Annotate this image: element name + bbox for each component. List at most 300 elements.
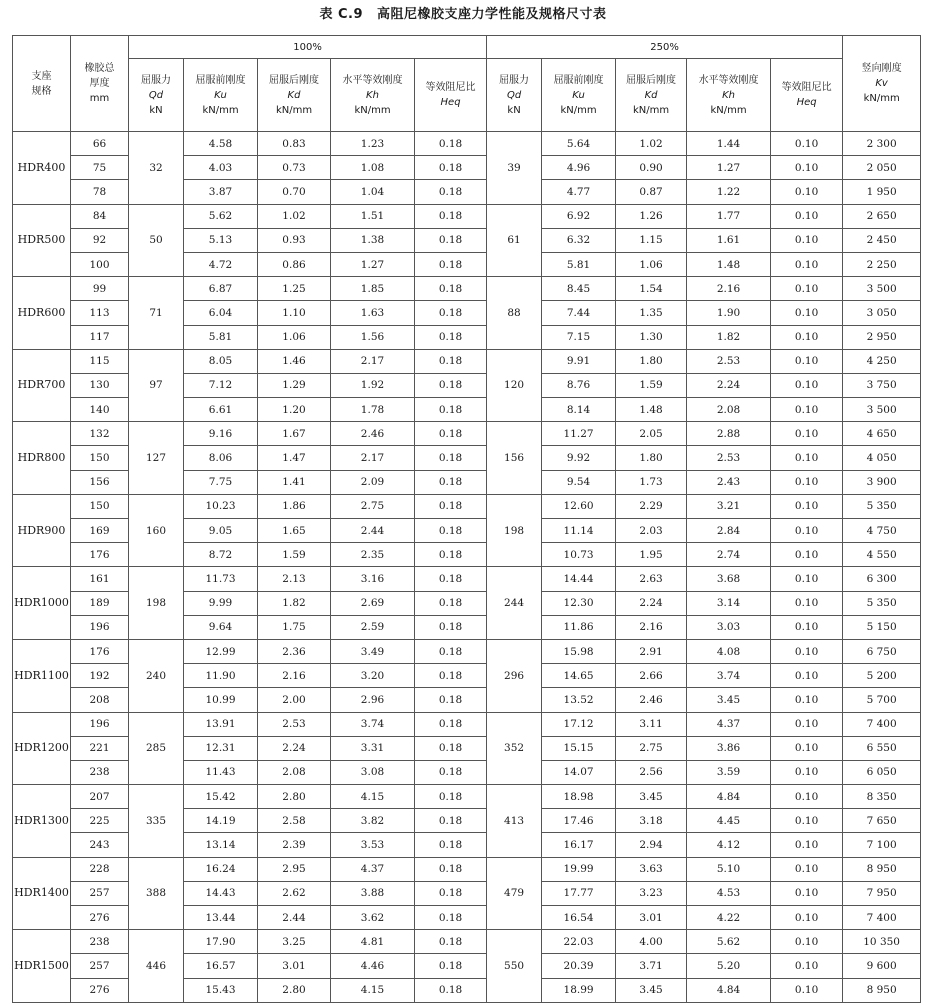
header-post-yield-250: 屈服后刚度 Kd kN/mm bbox=[616, 59, 687, 132]
cell-heq-100: 0.18 bbox=[415, 398, 487, 422]
cell-kh-250: 5.62 bbox=[687, 930, 771, 954]
cell-thickness: 228 bbox=[71, 857, 129, 881]
cell-thickness: 117 bbox=[71, 325, 129, 349]
cell-thickness: 207 bbox=[71, 785, 129, 809]
cell-kh-250: 1.22 bbox=[687, 180, 771, 204]
cell-yield-force-250: 198 bbox=[487, 494, 542, 567]
cell-kd-100: 2.62 bbox=[258, 881, 331, 905]
cell-yield-force-100: 71 bbox=[129, 277, 184, 350]
cell-thickness: 100 bbox=[71, 252, 129, 276]
cell-ku-250: 9.54 bbox=[542, 470, 616, 494]
cell-kv: 8 950 bbox=[843, 978, 921, 1002]
cell-ku-100: 4.58 bbox=[184, 132, 258, 156]
cell-kh-100: 3.53 bbox=[331, 833, 415, 857]
cell-thickness: 243 bbox=[71, 833, 129, 857]
cell-kd-250: 0.87 bbox=[616, 180, 687, 204]
cell-kh-250: 2.43 bbox=[687, 470, 771, 494]
cell-kd-250: 1.30 bbox=[616, 325, 687, 349]
cell-kv: 5 700 bbox=[843, 688, 921, 712]
cell-thickness: 113 bbox=[71, 301, 129, 325]
cell-ku-250: 12.30 bbox=[542, 591, 616, 615]
cell-yield-force-250: 120 bbox=[487, 349, 542, 422]
cell-ku-100: 12.31 bbox=[184, 736, 258, 760]
cell-ku-250: 7.15 bbox=[542, 325, 616, 349]
cell-ku-100: 15.43 bbox=[184, 978, 258, 1002]
cell-heq-100: 0.18 bbox=[415, 833, 487, 857]
cell-ku-250: 14.44 bbox=[542, 567, 616, 591]
cell-heq-100: 0.18 bbox=[415, 736, 487, 760]
cell-kh-100: 1.85 bbox=[331, 277, 415, 301]
cell-kd-250: 1.15 bbox=[616, 228, 687, 252]
cell-kd-100: 1.59 bbox=[258, 543, 331, 567]
cell-ku-250: 18.99 bbox=[542, 978, 616, 1002]
cell-kh-250: 4.84 bbox=[687, 785, 771, 809]
cell-heq-100: 0.18 bbox=[415, 978, 487, 1002]
cell-kh-250: 4.45 bbox=[687, 809, 771, 833]
table-body bbox=[13, 132, 921, 1003]
cell-kv: 7 400 bbox=[843, 712, 921, 736]
cell-kh-250: 1.61 bbox=[687, 228, 771, 252]
cell-ku-100: 4.72 bbox=[184, 252, 258, 276]
header-pre-yield-100: 屈服前刚度 Ku kN/mm bbox=[184, 59, 258, 132]
cell-ku-250: 5.81 bbox=[542, 252, 616, 276]
cell-kd-100: 1.86 bbox=[258, 494, 331, 518]
cell-kh-100: 3.16 bbox=[331, 567, 415, 591]
cell-kv: 3 900 bbox=[843, 470, 921, 494]
cell-heq-100: 0.18 bbox=[415, 543, 487, 567]
cell-kd-100: 2.16 bbox=[258, 664, 331, 688]
header-thickness: 橡胶总 厚度 mm bbox=[71, 36, 129, 132]
cell-kd-250: 1.48 bbox=[616, 398, 687, 422]
cell-heq-100: 0.18 bbox=[415, 373, 487, 397]
cell-heq-250: 0.10 bbox=[771, 664, 843, 688]
cell-kh-100: 4.15 bbox=[331, 978, 415, 1002]
cell-kv: 2 950 bbox=[843, 325, 921, 349]
cell-kv: 8 350 bbox=[843, 785, 921, 809]
cell-heq-100: 0.18 bbox=[415, 470, 487, 494]
cell-heq-100: 0.18 bbox=[415, 349, 487, 373]
cell-kd-250: 1.06 bbox=[616, 252, 687, 276]
cell-yield-force-250: 296 bbox=[487, 639, 542, 712]
cell-ku-250: 4.96 bbox=[542, 156, 616, 180]
cell-kh-100: 4.46 bbox=[331, 954, 415, 978]
cell-kd-100: 1.02 bbox=[258, 204, 331, 228]
cell-thickness: 176 bbox=[71, 543, 129, 567]
cell-heq-250: 0.10 bbox=[771, 422, 843, 446]
cell-spec: HDR1400 bbox=[13, 857, 71, 930]
cell-heq-250: 0.10 bbox=[771, 156, 843, 180]
cell-yield-force-100: 240 bbox=[129, 639, 184, 712]
header-row-columns bbox=[13, 59, 921, 132]
cell-kd-100: 3.01 bbox=[258, 954, 331, 978]
cell-yield-force-100: 198 bbox=[129, 567, 184, 640]
header-group-100: 100% bbox=[129, 36, 487, 59]
cell-heq-100: 0.18 bbox=[415, 156, 487, 180]
cell-kh-250: 3.74 bbox=[687, 664, 771, 688]
cell-yield-force-250: 39 bbox=[487, 132, 542, 205]
table-row bbox=[13, 712, 921, 736]
cell-heq-250: 0.10 bbox=[771, 881, 843, 905]
cell-kv: 4 250 bbox=[843, 349, 921, 373]
cell-kh-100: 1.92 bbox=[331, 373, 415, 397]
cell-kh-250: 2.08 bbox=[687, 398, 771, 422]
cell-yield-force-250: 413 bbox=[487, 785, 542, 858]
cell-kd-250: 1.80 bbox=[616, 446, 687, 470]
cell-kd-250: 3.11 bbox=[616, 712, 687, 736]
cell-ku-250: 5.64 bbox=[542, 132, 616, 156]
cell-yield-force-250: 61 bbox=[487, 204, 542, 277]
cell-kv: 2 300 bbox=[843, 132, 921, 156]
cell-kd-100: 2.58 bbox=[258, 809, 331, 833]
cell-yield-force-250: 352 bbox=[487, 712, 542, 785]
cell-heq-100: 0.18 bbox=[415, 591, 487, 615]
cell-heq-250: 0.10 bbox=[771, 833, 843, 857]
cell-kd-100: 1.29 bbox=[258, 373, 331, 397]
table-row bbox=[13, 785, 921, 809]
cell-thickness: 196 bbox=[71, 615, 129, 639]
cell-thickness: 208 bbox=[71, 688, 129, 712]
cell-kv: 2 250 bbox=[843, 252, 921, 276]
cell-kh-100: 2.44 bbox=[331, 519, 415, 543]
cell-ku-100: 13.91 bbox=[184, 712, 258, 736]
cell-kd-250: 2.66 bbox=[616, 664, 687, 688]
cell-kh-250: 3.86 bbox=[687, 736, 771, 760]
cell-heq-100: 0.18 bbox=[415, 325, 487, 349]
cell-kd-250: 4.00 bbox=[616, 930, 687, 954]
cell-spec: HDR1000 bbox=[13, 567, 71, 640]
cell-ku-250: 17.12 bbox=[542, 712, 616, 736]
cell-spec: HDR500 bbox=[13, 204, 71, 277]
cell-ku-250: 6.32 bbox=[542, 228, 616, 252]
cell-kd-100: 0.86 bbox=[258, 252, 331, 276]
cell-kh-100: 3.49 bbox=[331, 639, 415, 663]
cell-kd-100: 2.39 bbox=[258, 833, 331, 857]
cell-kh-250: 1.90 bbox=[687, 301, 771, 325]
cell-ku-100: 3.87 bbox=[184, 180, 258, 204]
cell-kd-100: 2.24 bbox=[258, 736, 331, 760]
cell-kh-100: 1.23 bbox=[331, 132, 415, 156]
cell-heq-250: 0.10 bbox=[771, 519, 843, 543]
cell-kd-250: 3.23 bbox=[616, 881, 687, 905]
cell-heq-250: 0.10 bbox=[771, 301, 843, 325]
cell-thickness: 196 bbox=[71, 712, 129, 736]
cell-kh-250: 2.74 bbox=[687, 543, 771, 567]
cell-kh-100: 1.51 bbox=[331, 204, 415, 228]
cell-heq-100: 0.18 bbox=[415, 494, 487, 518]
cell-kd-100: 1.46 bbox=[258, 349, 331, 373]
table-row bbox=[13, 567, 921, 591]
cell-kd-250: 2.46 bbox=[616, 688, 687, 712]
cell-ku-250: 12.60 bbox=[542, 494, 616, 518]
table-row bbox=[13, 422, 921, 446]
cell-heq-100: 0.18 bbox=[415, 688, 487, 712]
cell-yield-force-100: 446 bbox=[129, 930, 184, 1003]
table-row bbox=[13, 857, 921, 881]
cell-kd-100: 1.82 bbox=[258, 591, 331, 615]
cell-kd-100: 3.25 bbox=[258, 930, 331, 954]
cell-heq-250: 0.10 bbox=[771, 760, 843, 784]
cell-kh-250: 5.20 bbox=[687, 954, 771, 978]
cell-kd-250: 2.94 bbox=[616, 833, 687, 857]
header-horizontal-100: 水平等效刚度 Kh kN/mm bbox=[331, 59, 415, 132]
cell-kh-100: 1.08 bbox=[331, 156, 415, 180]
cell-kd-100: 2.80 bbox=[258, 978, 331, 1002]
cell-heq-250: 0.10 bbox=[771, 349, 843, 373]
cell-ku-250: 6.92 bbox=[542, 204, 616, 228]
cell-yield-force-100: 50 bbox=[129, 204, 184, 277]
header-post-yield-100: 屈服后刚度 Kd kN/mm bbox=[258, 59, 331, 132]
cell-kv: 2 450 bbox=[843, 228, 921, 252]
cell-kh-100: 4.81 bbox=[331, 930, 415, 954]
cell-thickness: 130 bbox=[71, 373, 129, 397]
cell-kh-100: 4.37 bbox=[331, 857, 415, 881]
cell-kd-250: 2.29 bbox=[616, 494, 687, 518]
cell-ku-250: 15.15 bbox=[542, 736, 616, 760]
cell-heq-250: 0.10 bbox=[771, 736, 843, 760]
header-pre-yield-250: 屈服前刚度 Ku kN/mm bbox=[542, 59, 616, 132]
cell-kv: 7 950 bbox=[843, 881, 921, 905]
cell-yield-force-100: 388 bbox=[129, 857, 184, 930]
cell-yield-force-250: 479 bbox=[487, 857, 542, 930]
cell-kv: 6 750 bbox=[843, 639, 921, 663]
cell-thickness: 92 bbox=[71, 228, 129, 252]
cell-kd-250: 2.75 bbox=[616, 736, 687, 760]
cell-thickness: 276 bbox=[71, 906, 129, 930]
cell-ku-250: 11.27 bbox=[542, 422, 616, 446]
cell-kh-100: 1.38 bbox=[331, 228, 415, 252]
cell-thickness: 192 bbox=[71, 664, 129, 688]
cell-ku-250: 8.45 bbox=[542, 277, 616, 301]
cell-kd-250: 1.80 bbox=[616, 349, 687, 373]
cell-heq-100: 0.18 bbox=[415, 446, 487, 470]
cell-thickness: 150 bbox=[71, 446, 129, 470]
cell-kd-250: 3.01 bbox=[616, 906, 687, 930]
cell-kd-250: 3.71 bbox=[616, 954, 687, 978]
cell-kd-100: 2.44 bbox=[258, 906, 331, 930]
cell-heq-250: 0.10 bbox=[771, 228, 843, 252]
cell-heq-100: 0.18 bbox=[415, 228, 487, 252]
cell-kd-100: 1.75 bbox=[258, 615, 331, 639]
cell-ku-100: 5.81 bbox=[184, 325, 258, 349]
cell-ku-250: 11.86 bbox=[542, 615, 616, 639]
cell-kd-250: 2.63 bbox=[616, 567, 687, 591]
cell-ku-100: 5.13 bbox=[184, 228, 258, 252]
cell-kd-250: 2.56 bbox=[616, 760, 687, 784]
cell-kv: 3 500 bbox=[843, 398, 921, 422]
cell-kv: 6 550 bbox=[843, 736, 921, 760]
cell-kd-250: 2.03 bbox=[616, 519, 687, 543]
cell-heq-100: 0.18 bbox=[415, 204, 487, 228]
cell-kd-250: 2.16 bbox=[616, 615, 687, 639]
cell-heq-100: 0.18 bbox=[415, 277, 487, 301]
cell-kd-250: 0.90 bbox=[616, 156, 687, 180]
cell-kv: 7 400 bbox=[843, 906, 921, 930]
cell-kd-100: 0.73 bbox=[258, 156, 331, 180]
cell-ku-100: 9.05 bbox=[184, 519, 258, 543]
cell-heq-250: 0.10 bbox=[771, 809, 843, 833]
cell-kh-250: 5.10 bbox=[687, 857, 771, 881]
cell-yield-force-100: 97 bbox=[129, 349, 184, 422]
cell-thickness: 84 bbox=[71, 204, 129, 228]
cell-heq-100: 0.18 bbox=[415, 906, 487, 930]
cell-ku-100: 9.16 bbox=[184, 422, 258, 446]
cell-kd-100: 2.95 bbox=[258, 857, 331, 881]
cell-heq-100: 0.18 bbox=[415, 809, 487, 833]
cell-ku-100: 14.43 bbox=[184, 881, 258, 905]
cell-ku-100: 7.75 bbox=[184, 470, 258, 494]
header-yield-force-100: 屈服力 Qd kN bbox=[129, 59, 184, 132]
cell-ku-100: 17.90 bbox=[184, 930, 258, 954]
cell-kv: 5 350 bbox=[843, 494, 921, 518]
cell-kv: 7 100 bbox=[843, 833, 921, 857]
table-row bbox=[13, 349, 921, 373]
cell-heq-100: 0.18 bbox=[415, 615, 487, 639]
cell-kd-250: 3.18 bbox=[616, 809, 687, 833]
cell-kv: 6 300 bbox=[843, 567, 921, 591]
bearing-spec-table bbox=[12, 35, 921, 1003]
cell-yield-force-100: 32 bbox=[129, 132, 184, 205]
table-row bbox=[13, 277, 921, 301]
cell-heq-250: 0.10 bbox=[771, 688, 843, 712]
cell-thickness: 225 bbox=[71, 809, 129, 833]
cell-kh-250: 4.53 bbox=[687, 881, 771, 905]
cell-ku-100: 11.90 bbox=[184, 664, 258, 688]
cell-kv: 4 750 bbox=[843, 519, 921, 543]
cell-spec: HDR900 bbox=[13, 494, 71, 567]
cell-kd-100: 1.47 bbox=[258, 446, 331, 470]
cell-kd-250: 3.45 bbox=[616, 978, 687, 1002]
cell-kh-250: 2.16 bbox=[687, 277, 771, 301]
cell-kh-250: 2.53 bbox=[687, 446, 771, 470]
cell-kh-250: 4.84 bbox=[687, 978, 771, 1002]
header-damping-250: 等效阻尼比 Heq bbox=[771, 59, 843, 132]
cell-ku-250: 4.77 bbox=[542, 180, 616, 204]
cell-thickness: 257 bbox=[71, 881, 129, 905]
cell-kd-250: 1.35 bbox=[616, 301, 687, 325]
cell-kd-100: 1.65 bbox=[258, 519, 331, 543]
cell-kh-250: 2.24 bbox=[687, 373, 771, 397]
cell-thickness: 78 bbox=[71, 180, 129, 204]
cell-yield-force-100: 285 bbox=[129, 712, 184, 785]
cell-heq-250: 0.10 bbox=[771, 325, 843, 349]
cell-kd-250: 2.91 bbox=[616, 639, 687, 663]
cell-heq-250: 0.10 bbox=[771, 446, 843, 470]
cell-kh-100: 2.75 bbox=[331, 494, 415, 518]
cell-kh-100: 2.96 bbox=[331, 688, 415, 712]
cell-heq-100: 0.18 bbox=[415, 180, 487, 204]
cell-ku-100: 13.44 bbox=[184, 906, 258, 930]
cell-kd-250: 1.02 bbox=[616, 132, 687, 156]
cell-kd-100: 2.13 bbox=[258, 567, 331, 591]
cell-ku-100: 6.04 bbox=[184, 301, 258, 325]
cell-kh-100: 3.20 bbox=[331, 664, 415, 688]
cell-yield-force-250: 88 bbox=[487, 277, 542, 350]
cell-kd-250: 1.73 bbox=[616, 470, 687, 494]
cell-kh-100: 3.08 bbox=[331, 760, 415, 784]
cell-ku-100: 11.43 bbox=[184, 760, 258, 784]
cell-kd-100: 1.06 bbox=[258, 325, 331, 349]
cell-heq-100: 0.18 bbox=[415, 930, 487, 954]
cell-kh-100: 1.56 bbox=[331, 325, 415, 349]
cell-kd-100: 1.41 bbox=[258, 470, 331, 494]
cell-heq-250: 0.10 bbox=[771, 567, 843, 591]
cell-heq-250: 0.10 bbox=[771, 615, 843, 639]
cell-thickness: 169 bbox=[71, 519, 129, 543]
cell-kd-100: 2.00 bbox=[258, 688, 331, 712]
cell-spec: HDR1100 bbox=[13, 639, 71, 712]
cell-ku-100: 13.14 bbox=[184, 833, 258, 857]
cell-kh-250: 1.48 bbox=[687, 252, 771, 276]
table-row bbox=[13, 132, 921, 156]
cell-kh-100: 2.69 bbox=[331, 591, 415, 615]
cell-kd-250: 2.05 bbox=[616, 422, 687, 446]
cell-heq-250: 0.10 bbox=[771, 543, 843, 567]
table-row bbox=[13, 639, 921, 663]
table-number: 表 C.9 bbox=[319, 7, 364, 22]
header-spec: 支座 规格 bbox=[13, 36, 71, 132]
cell-kd-250: 1.26 bbox=[616, 204, 687, 228]
cell-thickness: 75 bbox=[71, 156, 129, 180]
cell-heq-100: 0.18 bbox=[415, 422, 487, 446]
cell-kh-100: 3.62 bbox=[331, 906, 415, 930]
cell-thickness: 140 bbox=[71, 398, 129, 422]
cell-kh-100: 2.17 bbox=[331, 349, 415, 373]
cell-ku-250: 9.92 bbox=[542, 446, 616, 470]
cell-ku-250: 14.07 bbox=[542, 760, 616, 784]
cell-ku-250: 22.03 bbox=[542, 930, 616, 954]
table-row bbox=[13, 204, 921, 228]
cell-ku-250: 20.39 bbox=[542, 954, 616, 978]
cell-heq-100: 0.18 bbox=[415, 712, 487, 736]
header-damping-100: 等效阻尼比 Heq bbox=[415, 59, 487, 132]
cell-ku-100: 5.62 bbox=[184, 204, 258, 228]
cell-thickness: 238 bbox=[71, 760, 129, 784]
cell-ku-250: 13.52 bbox=[542, 688, 616, 712]
cell-heq-250: 0.10 bbox=[771, 906, 843, 930]
cell-heq-250: 0.10 bbox=[771, 277, 843, 301]
cell-spec: HDR400 bbox=[13, 132, 71, 205]
cell-kd-100: 2.80 bbox=[258, 785, 331, 809]
cell-kv: 3 500 bbox=[843, 277, 921, 301]
cell-kh-100: 4.15 bbox=[331, 785, 415, 809]
cell-heq-250: 0.10 bbox=[771, 180, 843, 204]
cell-kh-250: 2.84 bbox=[687, 519, 771, 543]
cell-heq-100: 0.18 bbox=[415, 301, 487, 325]
cell-heq-250: 0.10 bbox=[771, 785, 843, 809]
cell-kh-100: 2.35 bbox=[331, 543, 415, 567]
cell-kv: 6 050 bbox=[843, 760, 921, 784]
cell-kd-100: 2.53 bbox=[258, 712, 331, 736]
cell-yield-force-100: 127 bbox=[129, 422, 184, 495]
cell-kh-250: 1.44 bbox=[687, 132, 771, 156]
cell-kd-250: 3.45 bbox=[616, 785, 687, 809]
cell-ku-100: 8.06 bbox=[184, 446, 258, 470]
cell-ku-100: 14.19 bbox=[184, 809, 258, 833]
cell-kd-250: 3.63 bbox=[616, 857, 687, 881]
cell-ku-250: 16.54 bbox=[542, 906, 616, 930]
cell-ku-250: 14.65 bbox=[542, 664, 616, 688]
cell-ku-250: 15.98 bbox=[542, 639, 616, 663]
cell-kh-250: 3.68 bbox=[687, 567, 771, 591]
cell-ku-250: 18.98 bbox=[542, 785, 616, 809]
header-horizontal-250: 水平等效刚度 Kh kN/mm bbox=[687, 59, 771, 132]
cell-heq-100: 0.18 bbox=[415, 954, 487, 978]
cell-kv: 5 200 bbox=[843, 664, 921, 688]
cell-kd-100: 0.93 bbox=[258, 228, 331, 252]
cell-ku-100: 10.99 bbox=[184, 688, 258, 712]
cell-heq-250: 0.10 bbox=[771, 930, 843, 954]
cell-heq-100: 0.18 bbox=[415, 519, 487, 543]
